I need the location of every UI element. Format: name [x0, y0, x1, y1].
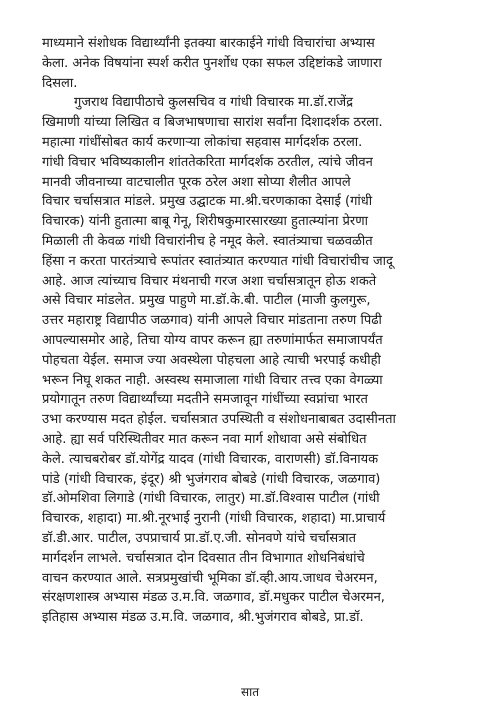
text-line: आपल्यासमोर आहे, तिचा योग्य वापर करून ह्या तरुणांमार्फत समाजापर्यंत	[42, 332, 383, 348]
text-line: संरक्षणशास्त्र अभ्यास मंडळ उ.म.वि. जळगाव, डॉ.मधुकर पाटील चेअरमन,	[42, 590, 385, 606]
text-line: वाचन करण्यात आले. सत्रप्रमुखांची भूमिका डॉ.व्ही.आय.जाधव चेअरमन,	[42, 570, 378, 586]
text-line: केला. अनेक विषयांना स्पर्श करीत पुनर्शोध एका सफल उद्दिष्टांकडे जाणारा	[42, 55, 382, 71]
text-line: हिंसा न करता पारतंत्र्याचे रूपांतर स्वातंत्र्यात करण्यात गांधी विचारांचीच जादू	[42, 253, 393, 269]
page-number: सात	[240, 685, 260, 699]
text-line: भरून निघू शकत नाही. अस्वस्थ समाजाला गांधी विचार तत्त्व एका वेगळ्या	[42, 372, 383, 388]
text-line: गुजराथ विद्यापीठाचे कुलसचिव व गांधी विचारक मा.डॉ.राजेंद्र	[74, 95, 354, 111]
text-line: मानवी जीवनाच्या वाटचालीत पूरक ठरेल अशा सोप्या शैलीत आपले	[42, 174, 351, 190]
text-line: महात्मा गांधींसोबत कार्य करणाऱ्या लोकांचा सहवास मार्गदर्शक ठरला.	[42, 134, 363, 150]
text-line: केले. त्याचबरोबर डॉ.योगेंद्र यादव (गांधी विचारक, वाराणसी) डॉ.विनायक	[42, 451, 379, 467]
paragraph-2	[42, 93, 462, 628]
text-line: दिसला.	[42, 75, 78, 91]
text-line: माध्यमाने संशोधक विद्यार्थ्यांनी इतक्या बारकाईने गांधी विचारांचा अभ्यास	[42, 36, 375, 51]
text-line: विचार चर्चासत्रात मांडले. प्रमुख उद्घाटक मा.श्री.चरणकाका देसाई (गांधी	[42, 194, 373, 210]
text-line: डॉ.ओमशिवा लिगाडे (गांधी विचारक, लातुर) मा.डॉ.विश्वास पाटील (गांधी	[42, 491, 380, 507]
text-line: विचारक) यांनी हुतात्मा बाबू गेनू, शिरीषकुमारसारख्या हुतात्म्यांना प्रेरणा	[42, 214, 368, 230]
text-line: गांधी विचार भविष्यकालीन शांततेकरिता मार्गदर्शक ठरतील, त्यांचे जीवन	[42, 154, 373, 170]
text-line: पोहचता येईल. समाज ज्या अवस्थेला पोहचला आहे त्याची भरपाई कधीही	[42, 352, 381, 368]
text-line: इतिहास अभ्यास मंडळ उ.म.वि. जळगाव, श्री.भुजंगराव बोबडे, प्रा.डॉ.	[42, 610, 364, 626]
text-line: प्रयोगातून तरुण विद्यार्थ्यांच्या मदतीने समजावून गांधींच्या स्वप्नांचा भारत	[42, 392, 368, 408]
text-line: आहे. आज त्यांच्याच विचार मंथनाची गरज अशा चर्चासत्रातून होऊ शकते	[42, 273, 377, 289]
text-line: असे विचार मांडलेत. प्रमुख पाहुणे मा.डॉ.के.बी. पाटील (माजी कुलगुरू,	[42, 293, 371, 309]
text-line: आहे. ह्या सर्व परिस्थितीवर मात करून नवा मार्ग शोधावा असे संबोधित	[42, 431, 367, 447]
text-line: विचारक, शहादा) मा.श्री.नूरभाई नुरानी (गांधी विचारक, शहादा) मा.प्राचार्य	[42, 511, 386, 527]
text-line: उत्तर महाराष्ट्र विद्यापीठ जळगाव) यांनी आपले विचार मांडताना तरुण पिढी	[42, 313, 382, 329]
text-line: मिळाली ती केवळ गांधी विचारांनीच हे नमूद केले. स्वातंत्र्याचा चळवळीत	[42, 233, 373, 249]
text-line: मार्गदर्शन लाभले. चर्चासत्रात दोन दिवसात तीन विभागात शोधनिबंधांचे	[42, 550, 365, 566]
text-line: खिमाणी यांच्या लिखित व बिजभाषणाचा सारांश सर्वांना दिशादर्शक ठरला.	[42, 115, 383, 131]
text-line: पांडे (गांधी विचारक, इंदूर) श्री भुजंगराव बोबडे (गांधी विचारक, जळगाव)	[42, 471, 381, 487]
document-body	[42, 34, 462, 628]
text-line: डॉ.डी.आर. पाटील, उपप्राचार्य प्रा.डॉ.ए.जी. सोनवणे यांचे चर्चासत्रात	[42, 530, 357, 546]
paragraph-1	[42, 34, 462, 93]
text-line: उभा करण्यास मदत होईल. चर्चासत्रात उपस्थिती व संशोधनाबाबत उदासीनता	[42, 412, 396, 428]
